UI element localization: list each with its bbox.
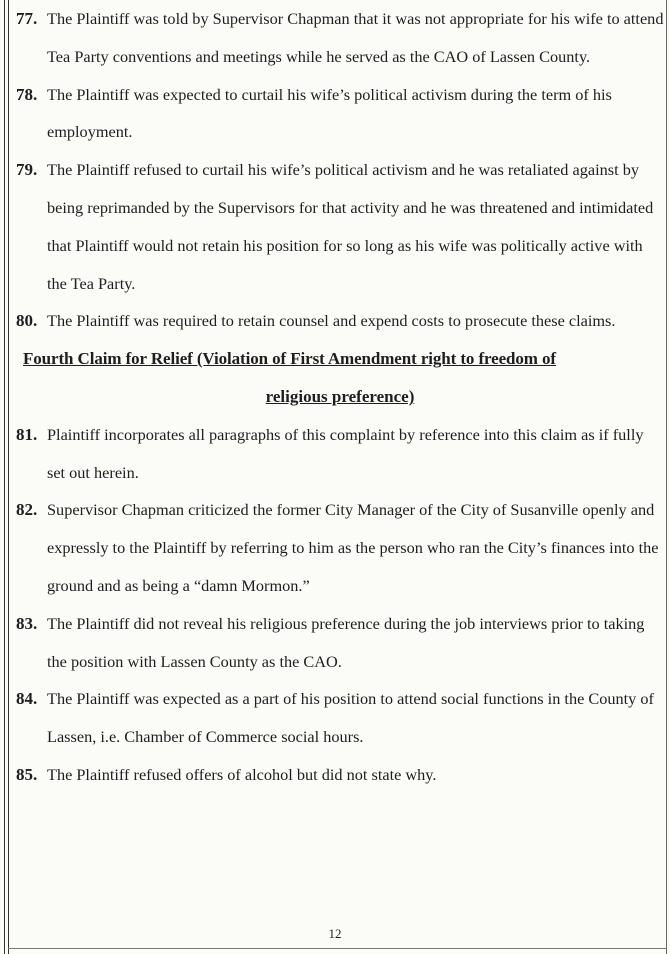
paragraph-84 bbox=[16, 680, 664, 756]
right-margin-rule bbox=[666, 0, 667, 954]
paragraph-number: 85. bbox=[16, 764, 38, 784]
paragraph-85 bbox=[16, 756, 664, 794]
claim-heading bbox=[16, 340, 664, 416]
left-margin-rule-inner bbox=[8, 0, 9, 954]
paragraph-text: Supervisor Chapman criticized the former City Manager of the City of Susanville openly and expressly to the Plaintiff by referring to him as the person who ran the City’s finances into the ground and as being a “damn Mormon.” bbox=[47, 500, 659, 595]
paragraph-text: The Plaintiff refused to curtail his wife’s political activism and he was retaliated against by being reprimanded by the Supervisors for that activity and he was threatened and intimidated that Plaintiff would not retain his position for so long as his wife was politically active with the Tea Party. bbox=[47, 160, 654, 293]
page-number: 12 bbox=[328, 926, 342, 941]
paragraph-number: 81. bbox=[16, 424, 38, 444]
paragraph-text: The Plaintiff did not reveal his religious preference during the job interviews prior to taking the position with Lassen County as the CAO. bbox=[47, 613, 645, 671]
paragraph-number: 77. bbox=[16, 9, 38, 28]
paragraph-text: The Plaintiff was told by Supervisor Chapman that it was not appropriate for his wife to attend Tea Party conventions and meetings while he served as the CAO of Lassen County. bbox=[47, 9, 664, 66]
paragraph-number: 80. bbox=[16, 311, 38, 331]
paragraph-number: 82. bbox=[16, 500, 38, 520]
paragraph-81 bbox=[16, 416, 664, 492]
paragraph-number: 78. bbox=[16, 84, 38, 104]
paragraph-text: The Plaintiff was expected as a part of his position to attend social functions in the County of Lassen, i.e. Chamber of Commerce social hours. bbox=[47, 689, 654, 747]
paragraph-text: The Plaintiff was expected to curtail his wife’s political activism during the term of his employment. bbox=[47, 84, 612, 142]
paragraph-number: 79. bbox=[16, 160, 38, 180]
paragraph-number: 84. bbox=[16, 689, 38, 709]
left-margin-rule bbox=[4, 0, 5, 954]
paragraph-78 bbox=[16, 76, 664, 152]
bottom-rule bbox=[8, 948, 666, 949]
paragraph-text: The Plaintiff refused offers of alcohol but did not state why. bbox=[47, 764, 437, 784]
claim-heading-line2: religious preference) bbox=[265, 386, 415, 406]
claim-heading-line1: Fourth Claim for Relief (Violation of First Amendment right to freedom of bbox=[23, 349, 556, 369]
paragraph-83 bbox=[16, 605, 664, 681]
paragraph-77 bbox=[16, 0, 664, 76]
paragraph-number: 83. bbox=[16, 613, 38, 633]
paragraph-82 bbox=[16, 491, 664, 604]
paragraph-text: The Plaintiff was required to retain counsel and expend costs to prosecute these claims. bbox=[47, 311, 616, 331]
paragraph-79 bbox=[16, 151, 664, 302]
paragraph-text: Plaintiff incorporates all paragraphs of this complaint by reference into this claim as if fully set out herein. bbox=[47, 424, 644, 482]
page-content bbox=[16, 0, 664, 794]
paragraph-80 bbox=[16, 302, 664, 340]
